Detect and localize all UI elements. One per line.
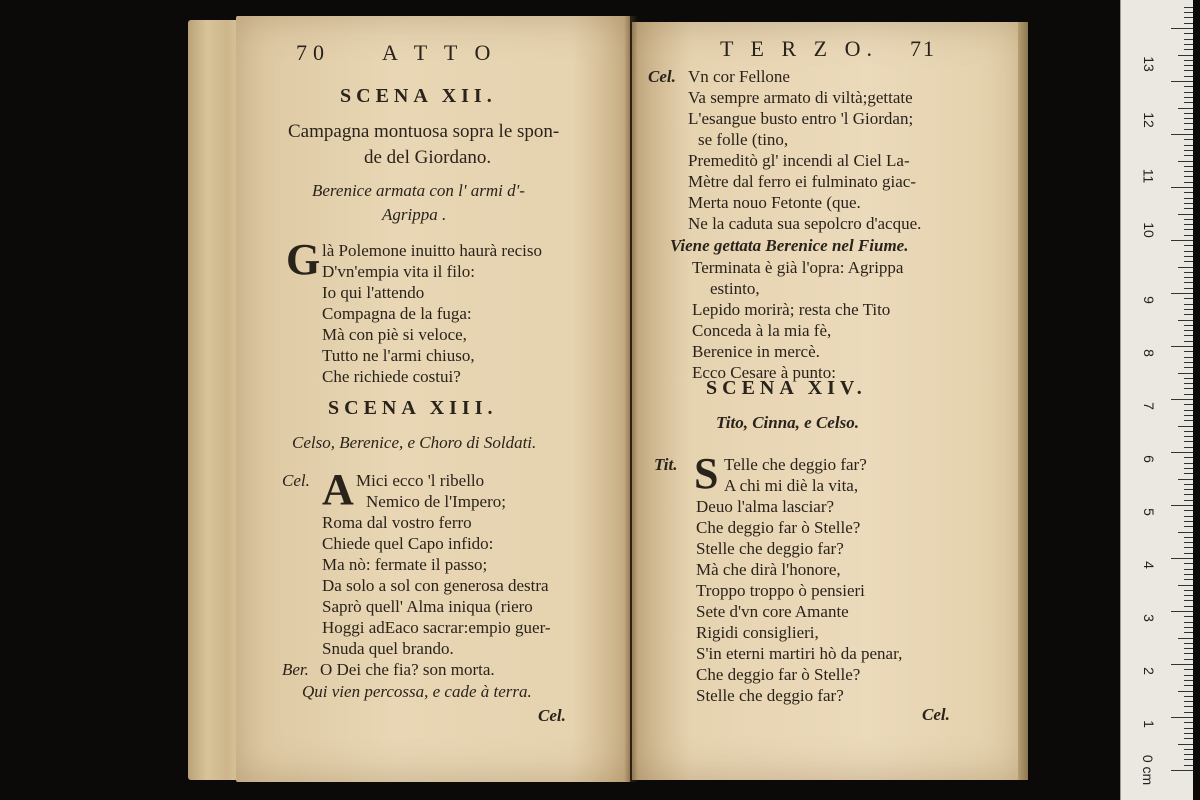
- ruler-number: 13: [1140, 56, 1157, 72]
- left-running-head: A T T O: [382, 40, 497, 65]
- verse-line: Berenice in mercè.: [692, 342, 820, 361]
- ruler-tick: [1178, 373, 1193, 374]
- ruler-tick: [1184, 49, 1193, 50]
- ruler-tick: [1171, 399, 1193, 400]
- ruler-tick: [1184, 579, 1193, 580]
- ruler-tick: [1178, 585, 1193, 586]
- ruler-tick: [1184, 606, 1193, 607]
- ruler-number: 10: [1140, 222, 1157, 238]
- ruler-tick: [1184, 378, 1193, 379]
- ruler-tick: [1184, 510, 1193, 511]
- stage-direction-line-1: Berenice armata con l' armi d'-: [312, 181, 525, 200]
- ruler-tick: [1184, 113, 1193, 114]
- ruler-tick: [1184, 706, 1193, 707]
- ruler-tick: [1178, 691, 1193, 692]
- verse-line: Compagna de la fuga:: [322, 304, 472, 323]
- ruler-tick: [1184, 494, 1193, 495]
- scene-12-setting-line-1: Campagna montuosa sopra le spon-: [288, 121, 560, 142]
- ruler-tick: [1171, 346, 1193, 347]
- ruler-tick: [1184, 23, 1193, 24]
- ruler-tick: [1184, 738, 1193, 739]
- ruler-tick: [1184, 595, 1193, 596]
- verse-line: Vn cor Fellone: [688, 67, 790, 86]
- ruler-tick: [1184, 155, 1193, 156]
- ruler-tick: [1171, 505, 1193, 506]
- ruler-number: 6: [1140, 455, 1157, 463]
- scene-14-cast: Tito, Cinna, e Celso.: [716, 413, 859, 432]
- ruler-tick: [1184, 457, 1193, 458]
- ruler-number: 2: [1140, 667, 1157, 675]
- verse-line: Mà che dirà l'honore,: [696, 560, 841, 579]
- ruler-tick: [1178, 55, 1193, 56]
- ruler-tick: [1184, 251, 1193, 252]
- ruler-tick: [1184, 733, 1193, 734]
- speaker-ber: Ber.: [282, 660, 309, 679]
- book-right-edge: [1018, 22, 1028, 780]
- verse-line: Telle che deggio far?: [724, 455, 867, 474]
- ruler-tick: [1171, 611, 1193, 612]
- verse-line: O Dei che fia? son morta.: [320, 660, 495, 679]
- verse-line: Merta nouo Fetonte (que.: [688, 193, 861, 212]
- ruler-number: 5: [1140, 508, 1157, 516]
- drop-cap-s: S: [694, 449, 719, 498]
- ruler-tick: [1184, 272, 1193, 273]
- ruler-tick: [1171, 240, 1193, 241]
- ruler-tick: [1171, 452, 1193, 453]
- verse-line: Sete d'vn core Amante: [696, 602, 849, 621]
- ruler-tick: [1184, 309, 1193, 310]
- ruler-tick: [1184, 325, 1193, 326]
- ruler-tick: [1184, 341, 1193, 342]
- right-running-head: T E R Z O.: [720, 36, 878, 61]
- ruler-tick: [1184, 616, 1193, 617]
- ruler-tick: [1184, 394, 1193, 395]
- verse-line: Io qui l'attendo: [322, 283, 425, 302]
- ruler-tick: [1184, 314, 1193, 315]
- verse-line: Stelle che deggio far?: [696, 686, 844, 705]
- ruler-tick: [1184, 17, 1193, 18]
- ruler-tick: [1184, 219, 1193, 220]
- ruler-tick: [1171, 664, 1193, 665]
- stage-direction: Qui vien percossa, e cade à terra.: [302, 682, 532, 701]
- ruler-tick: [1184, 298, 1193, 299]
- measuring-ruler: [1120, 0, 1193, 800]
- ruler-tick: [1178, 320, 1193, 321]
- ruler-tick: [1184, 675, 1193, 676]
- ruler-tick: [1184, 171, 1193, 172]
- verse-line: Che deggio far ò Stelle?: [696, 665, 861, 684]
- catchword: Cel.: [538, 706, 566, 725]
- ruler-number: 7: [1140, 402, 1157, 410]
- ruler-tick: [1184, 500, 1193, 501]
- verse-line: Mètre dal ferro ei fulminato giac-: [688, 172, 916, 191]
- ruler-tick: [1184, 357, 1193, 358]
- ruler-tick: [1184, 404, 1193, 405]
- ruler-tick: [1184, 526, 1193, 527]
- verse-line: là Polemone inuitto haurà reciso: [322, 241, 542, 260]
- ruler-tick: [1184, 547, 1193, 548]
- ruler-tick: [1184, 33, 1193, 34]
- book-gutter: [624, 16, 638, 782]
- verse-line: Troppo troppo ò pensieri: [696, 581, 865, 600]
- verse-line: A chi mi diè la vita,: [724, 476, 859, 495]
- ruler-number: 3: [1140, 614, 1157, 622]
- ruler-tick: [1184, 590, 1193, 591]
- ruler-tick: [1184, 176, 1193, 177]
- ruler-tick: [1184, 245, 1193, 246]
- ruler-tick: [1171, 187, 1193, 188]
- verse-line: Lepido morirà; resta che Tito: [692, 300, 891, 319]
- verse-line: Hoggi adEaco sacrar:empio guer-: [322, 618, 551, 637]
- ruler-tick: [1171, 558, 1193, 559]
- verse-line: Rigidi consiglieri,: [696, 623, 819, 642]
- ruler-tick: [1184, 627, 1193, 628]
- scene-12-setting-line-2: de del Giordano.: [364, 147, 492, 168]
- scene-14-title: SCENA XIV.: [706, 377, 867, 399]
- catchword: Cel.: [922, 705, 950, 724]
- ruler-tick: [1184, 759, 1193, 760]
- ruler-tick: [1184, 468, 1193, 469]
- verse-line: Mà con piè si veloce,: [322, 325, 467, 344]
- scene-12-title: SCENA XII.: [340, 85, 497, 107]
- ruler-tick: [1184, 39, 1193, 40]
- ruler-number: 11: [1140, 168, 1157, 184]
- verse-line: Snuda quel brando.: [322, 639, 454, 658]
- scene-13-cast: Celso, Berenice, e Choro di Soldati.: [292, 433, 537, 452]
- ruler-tick: [1184, 383, 1193, 384]
- ruler-tick: [1171, 770, 1193, 771]
- ruler-tick: [1178, 108, 1193, 109]
- left-page: [236, 16, 630, 782]
- ruler-tick: [1184, 70, 1193, 71]
- right-page-number: 71: [910, 36, 936, 61]
- ruler-number: 12: [1140, 112, 1157, 128]
- ruler-tick: [1184, 182, 1193, 183]
- ruler-tick: [1184, 632, 1193, 633]
- ruler-tick: [1184, 659, 1193, 660]
- ruler-tick: [1184, 420, 1193, 421]
- verse-line: Conceda à la mia fè,: [692, 321, 832, 340]
- verse-line: se folle (tino,: [698, 130, 789, 149]
- verse-line: Ne la caduta sua sepolcro d'acque.: [688, 214, 922, 233]
- ruler-tick: [1184, 722, 1193, 723]
- ruler-tick: [1184, 680, 1193, 681]
- left-page-number: 70: [296, 40, 330, 65]
- ruler-tick: [1184, 553, 1193, 554]
- verse-line: Va sempre armato di viltà;gettate: [688, 88, 913, 107]
- verse-line: Che richiede costui?: [322, 367, 461, 386]
- ruler-tick: [1184, 728, 1193, 729]
- ruler-tick: [1184, 388, 1193, 389]
- ruler-tick: [1184, 86, 1193, 87]
- ruler-tick: [1184, 653, 1193, 654]
- ruler-tick: [1184, 145, 1193, 146]
- ruler-tick: [1184, 351, 1193, 352]
- ruler-tick: [1184, 622, 1193, 623]
- ruler-tick: [1184, 648, 1193, 649]
- ruler-tick: [1178, 161, 1193, 162]
- ruler-number: 4: [1140, 561, 1157, 569]
- ruler-tick: [1184, 335, 1193, 336]
- ruler-tick: [1184, 410, 1193, 411]
- ruler-tick: [1171, 134, 1193, 135]
- ruler-tick: [1184, 431, 1193, 432]
- ruler-tick: [1184, 282, 1193, 283]
- verse-line: Stelle che deggio far?: [696, 539, 844, 558]
- verse-line: Nemico de l'Impero;: [366, 492, 506, 511]
- ruler-tick: [1184, 643, 1193, 644]
- ruler-tick: [1184, 97, 1193, 98]
- verse-line: Saprò quell' Alma iniqua (riero: [322, 597, 533, 616]
- ruler-tick: [1184, 166, 1193, 167]
- verse-line: estinto,: [710, 279, 760, 298]
- ruler-tick: [1178, 479, 1193, 480]
- ruler-tick: [1184, 198, 1193, 199]
- verse-line: Terminata è già l'opra: Agrippa: [692, 258, 904, 277]
- ruler-tick: [1184, 224, 1193, 225]
- ruler-tick: [1184, 600, 1193, 601]
- ruler-tick: [1184, 521, 1193, 522]
- ruler-tick: [1184, 569, 1193, 570]
- ruler-tick: [1184, 696, 1193, 697]
- ruler-number: 9: [1140, 296, 1157, 304]
- ruler-tick: [1171, 28, 1193, 29]
- ruler-tick: [1184, 765, 1193, 766]
- ruler-number: 0 cm: [1140, 754, 1157, 786]
- verse-line: Mici ecco 'l ribello: [356, 471, 485, 490]
- ruler-tick: [1184, 65, 1193, 66]
- scene-13-title: SCENA XIII.: [328, 397, 498, 419]
- ruler-tick: [1184, 92, 1193, 93]
- ruler-tick: [1184, 463, 1193, 464]
- verse-line: Premeditò gl' incendi al Ciel La-: [688, 151, 910, 170]
- ruler-tick: [1184, 473, 1193, 474]
- ruler-tick: [1184, 574, 1193, 575]
- ruler-tick: [1184, 235, 1193, 236]
- ruler-tick: [1184, 76, 1193, 77]
- ruler-tick: [1184, 754, 1193, 755]
- ruler-tick: [1184, 304, 1193, 305]
- ruler-tick: [1184, 256, 1193, 257]
- ruler-tick: [1184, 12, 1193, 13]
- ruler-tick: [1184, 367, 1193, 368]
- ruler-tick: [1184, 563, 1193, 564]
- ruler-number: 1: [1140, 720, 1157, 728]
- drop-cap-a: A: [322, 465, 354, 514]
- ruler-tick: [1184, 192, 1193, 193]
- verse-line: L'esangue busto entro 'l Giordan;: [688, 109, 914, 128]
- drop-cap-g: G: [286, 235, 321, 284]
- speaker-cel: Cel.: [648, 67, 676, 86]
- stage-direction: Viene gettata Berenice nel Fiume.: [670, 236, 909, 255]
- ruler-tick: [1184, 415, 1193, 416]
- verse-line: Ma nò: fermate il passo;: [322, 555, 488, 574]
- ruler-tick: [1184, 129, 1193, 130]
- ruler-tick: [1184, 516, 1193, 517]
- verse-line: Deuo l'alma lasciar?: [696, 497, 835, 516]
- ruler-tick: [1184, 712, 1193, 713]
- ruler-tick: [1184, 484, 1193, 485]
- verse-line: Tutto ne l'armi chiuso,: [322, 346, 475, 365]
- ruler-tick: [1178, 267, 1193, 268]
- ruler-tick: [1178, 744, 1193, 745]
- verse-line: Ecco Cesare à punto:: [692, 363, 836, 382]
- ruler-tick: [1171, 717, 1193, 718]
- verse-line: Da solo a sol con generosa destra: [322, 576, 549, 595]
- ruler-tick: [1178, 426, 1193, 427]
- ruler-tick: [1184, 362, 1193, 363]
- right-page: [632, 22, 1024, 780]
- ruler-tick: [1184, 447, 1193, 448]
- verse-line: Che deggio far ò Stelle?: [696, 518, 861, 537]
- verse-line: Chiede quel Capo infido:: [322, 534, 494, 553]
- ruler-tick: [1184, 441, 1193, 442]
- speaker-tit: Tit.: [654, 455, 678, 474]
- ruler-tick: [1184, 261, 1193, 262]
- ruler-tick: [1184, 150, 1193, 151]
- ruler-tick: [1184, 701, 1193, 702]
- ruler-tick: [1171, 81, 1193, 82]
- ruler-tick: [1178, 214, 1193, 215]
- ruler-tick: [1184, 277, 1193, 278]
- ruler-tick: [1184, 123, 1193, 124]
- ruler-tick: [1184, 139, 1193, 140]
- ruler-tick: [1171, 293, 1193, 294]
- ruler-tick: [1184, 44, 1193, 45]
- ruler-tick: [1184, 203, 1193, 204]
- ruler-tick: [1184, 537, 1193, 538]
- speaker-cel: Cel.: [282, 471, 310, 490]
- ruler-tick: [1184, 330, 1193, 331]
- ruler-tick: [1184, 208, 1193, 209]
- ruler-tick: [1184, 685, 1193, 686]
- ruler-tick: [1184, 489, 1193, 490]
- ruler-tick: [1184, 229, 1193, 230]
- ruler-tick: [1178, 638, 1193, 639]
- ruler-tick: [1184, 669, 1193, 670]
- ruler-number: 8: [1140, 349, 1157, 357]
- ruler-tick: [1184, 288, 1193, 289]
- verse-line: D'vn'empia vita il filo:: [322, 262, 475, 281]
- ruler-tick: [1178, 532, 1193, 533]
- ruler-tick: [1184, 7, 1193, 8]
- ruler-tick: [1184, 118, 1193, 119]
- verse-line: S'in eterni martiri hò da penar,: [696, 644, 903, 663]
- ruler-tick: [1184, 102, 1193, 103]
- ruler-tick: [1184, 542, 1193, 543]
- ruler-tick: [1184, 749, 1193, 750]
- ruler-tick: [1184, 436, 1193, 437]
- verse-line: Roma dal vostro ferro: [322, 513, 472, 532]
- stage-direction-line-2: Agrippa .: [382, 205, 447, 224]
- ruler-tick: [1184, 60, 1193, 61]
